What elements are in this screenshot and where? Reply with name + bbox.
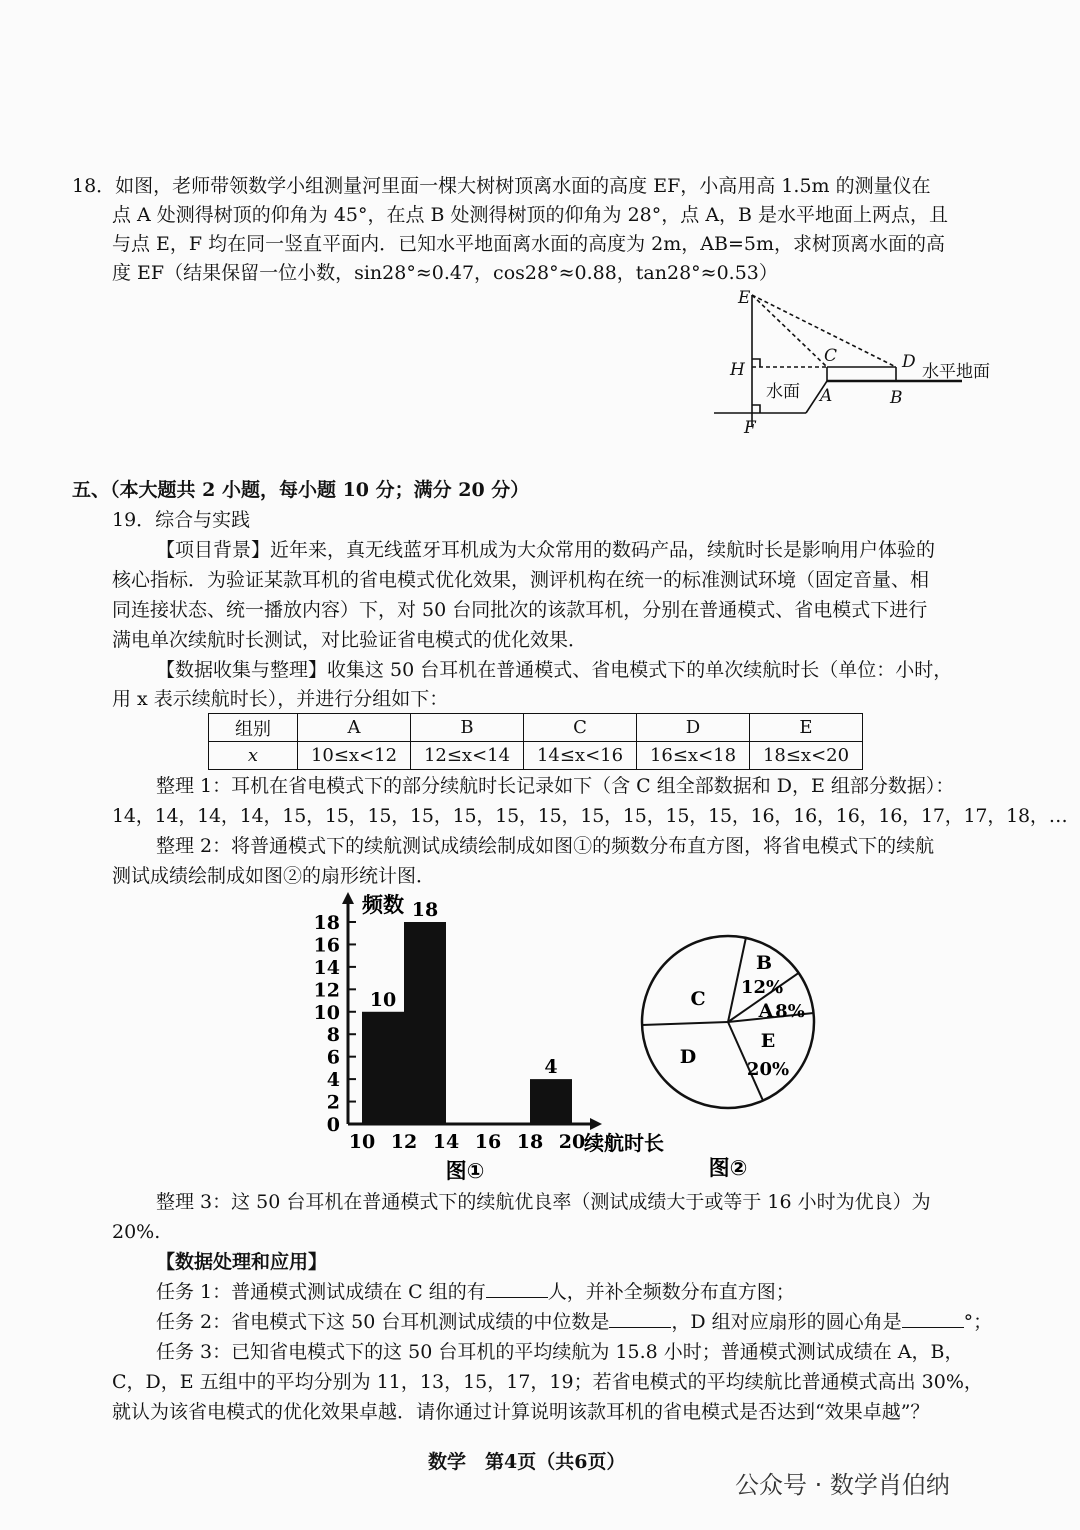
bar-data-label: 18: [411, 899, 439, 921]
q19-sort2-1: 整理 2：将普通模式下的续航测试成绩绘制成如图①的频数分布直方图，将省电模式下的续航: [156, 835, 935, 857]
histogram-bar: [362, 1012, 404, 1124]
q19-sort3-2: 20%.: [112, 1221, 161, 1243]
q19-background-4: 满电单次续航时长测试，对比验证省电模式的优化效果．: [112, 629, 588, 651]
pie-slice-percent: 8%: [775, 1001, 805, 1022]
task-1-blank[interactable]: [486, 1279, 548, 1298]
y-tick-label: 12: [313, 979, 340, 1002]
y-tick-label: 2: [326, 1091, 340, 1114]
task-2-blank-angle[interactable]: [902, 1309, 964, 1328]
label-water: 水面: [766, 382, 800, 402]
table-cell: E: [750, 714, 863, 742]
pie-slice-percent: 12%: [740, 977, 784, 998]
x-axis-arrow: [590, 1118, 602, 1130]
group-table: [208, 713, 863, 770]
label-F: F: [744, 418, 756, 438]
table-cell: 10≤x<12: [298, 742, 411, 770]
task-1-text-b: 人，并补全频数分布直方图；: [547, 1281, 795, 1303]
pie-slice-label: C: [690, 988, 706, 1010]
watermark: 公众号 · 数学肖伯纳: [735, 1471, 950, 1499]
y-tick-label: 18: [313, 912, 340, 934]
task-2-text-b: ，D 组对应扇形的圆心角是: [671, 1311, 902, 1333]
pie-slice-boundary: [642, 1022, 728, 1025]
q18-line-3: 与点 E，F 均在同一竖直平面内．已知水平地面离水面的高度为 2m，AB=5m，求树顶离水面的高: [112, 233, 945, 255]
pie-slice-label: B: [755, 952, 773, 974]
task-3-line-1: 任务 3：已知省电模式下的这 50 台耳机的平均续航为 15.8 小时；普通模式测试成绩在 A，B，: [156, 1341, 964, 1363]
figure-2-caption: 图②: [708, 1156, 748, 1180]
bar-data-label: 10: [369, 988, 397, 1011]
q19-background-3: 同连接状态、统一播放内容）下，对 50 台同批次的该款耳机，分别在普通模式、省电模式下进行: [112, 599, 928, 621]
x-tick-label: 18: [516, 1131, 544, 1153]
task-2-text-a: 任务 2：省电模式下这 50 台耳机测试成绩的中位数是: [156, 1311, 610, 1333]
pie-chart-figure-2: [630, 925, 830, 1195]
q19-title: 19．综合与实践: [112, 509, 251, 531]
label-C: C: [824, 346, 838, 366]
x-tick-label: 14: [432, 1131, 460, 1153]
table-cell: D: [637, 714, 750, 742]
label-B: B: [890, 388, 903, 408]
q19-apply-title: 【数据处理和应用】: [156, 1251, 328, 1273]
y-tick-label: 6: [326, 1046, 340, 1069]
table-row: [209, 742, 863, 770]
q19-sort1-1: 整理 1：耳机在省电模式下的部分续航时长记录如下（含 C 组全部数据和 D，E 组部分数据）：: [156, 775, 955, 797]
histogram-figure-1: [290, 892, 680, 1187]
task-1-text-a: 任务 1：普通模式测试成绩在 C 组的有: [156, 1281, 486, 1303]
q18-line-2: 点 A 处测得树顶的仰角为 45°，在点 B 处测得树顶的仰角为 28°，点 A，B 是水平地面上两点，且: [112, 204, 949, 226]
y-tick-label: 0: [326, 1114, 340, 1136]
pie-slice-percent: 20%: [746, 1059, 790, 1080]
q19-collect-1: 【数据收集与整理】收集这 50 台耳机在普通模式、省电模式下的单次续航时长（单位：小时，: [156, 659, 953, 681]
q18-line-4: 度 EF（结果保留一位小数，sin28°≈0.47，cos28°≈0.88，tan28°≈0.53）: [112, 262, 778, 284]
pie-slice-label: D: [679, 1046, 697, 1068]
table-cell: B: [411, 714, 524, 742]
task-2-text-c: °；: [963, 1311, 993, 1333]
y-tick-label: 10: [313, 1001, 340, 1024]
x-tick-label: 10: [348, 1131, 376, 1153]
label-E: E: [738, 288, 751, 308]
table-cell: C: [524, 714, 637, 742]
x-axis-label: 续航时长: [584, 1131, 664, 1155]
y-tick-label: 16: [313, 934, 340, 957]
q19-sort2-2: 测试成绩绘制成如图②的扇形统计图．: [112, 865, 436, 887]
pie-slice-label: E: [760, 1030, 776, 1052]
q18-geometry-figure: [700, 285, 1030, 445]
y-axis-arrow: [342, 892, 354, 904]
page-footer: 数学 第4页（共6页）: [428, 1451, 626, 1473]
x-tick-label: 20: [558, 1131, 586, 1153]
table-cell: 16≤x<18: [637, 742, 750, 770]
q19-collect-2: 用 x 表示续航时长），并进行分组如下：: [112, 688, 449, 710]
q18-line-1: 18．如图，老师带领数学小组测量河里面一棵大树树顶离水面的高度 EF，小高用高 1.5m 的测量仪在: [72, 175, 931, 197]
table-cell: 14≤x<16: [524, 742, 637, 770]
pie-slice-label: A: [758, 1000, 774, 1022]
histogram-bar: [404, 922, 446, 1124]
q19-background-1: 【项目背景】近年来，真无线蓝牙耳机成为大众常用的数码产品，续航时长是影响用户体验的: [156, 539, 936, 561]
table-cell: 12≤x<14: [411, 742, 524, 770]
task-3-line-2: C，D，E 五组中的平均分别为 11，13，15，17，19；若省电模式的平均续航比普通模式高出 30%，: [112, 1371, 983, 1393]
section-5-heading: 五、（本大题共 2 小题，每小题 10 分；满分 20 分）: [72, 479, 530, 501]
y-tick-label: 4: [326, 1069, 340, 1092]
task-3-line-3: 就认为该省电模式的优化效果卓越．请你通过计算说明该款耳机的省电模式是否达到“效果卓越”？: [112, 1401, 930, 1423]
table-cell: 18≤x<20: [750, 742, 863, 770]
q19-sort3-1: 整理 3：这 50 台耳机在普通模式下的续航优良率（测试成绩大于或等于 16 小时为优良）为: [156, 1191, 931, 1213]
x-tick-label: 12: [390, 1131, 418, 1153]
table-header-row: [209, 714, 863, 742]
task-1: [156, 1278, 795, 1306]
q19-sort1-data: 14，14，14，14，15，15，15，15，15，15，15，15，15，15，15，16，16，16，16，17，17，18，…: [112, 805, 1068, 827]
q19-background-2: 核心指标．为验证某款耳机的省电模式优化效果，测评机构在统一的标准测试环境（固定音量、相: [112, 569, 930, 591]
task-2: [156, 1308, 992, 1336]
label-A: A: [820, 386, 833, 406]
label-ground: 水平地面: [922, 362, 990, 382]
y-axis-label: 频数: [362, 893, 404, 917]
table-cell: x: [209, 742, 298, 770]
label-H: H: [730, 360, 745, 380]
x-tick-label: 16: [474, 1131, 502, 1153]
y-tick-label: 8: [326, 1024, 340, 1047]
task-2-blank-median[interactable]: [609, 1309, 671, 1328]
table-cell: A: [298, 714, 411, 742]
table-cell: 组别: [209, 714, 298, 742]
label-D: D: [902, 352, 916, 372]
figure-1-caption: 图①: [445, 1159, 485, 1183]
bar-data-label: 4: [544, 1056, 558, 1079]
y-tick-label: 14: [313, 956, 340, 979]
histogram-bar: [530, 1079, 572, 1124]
